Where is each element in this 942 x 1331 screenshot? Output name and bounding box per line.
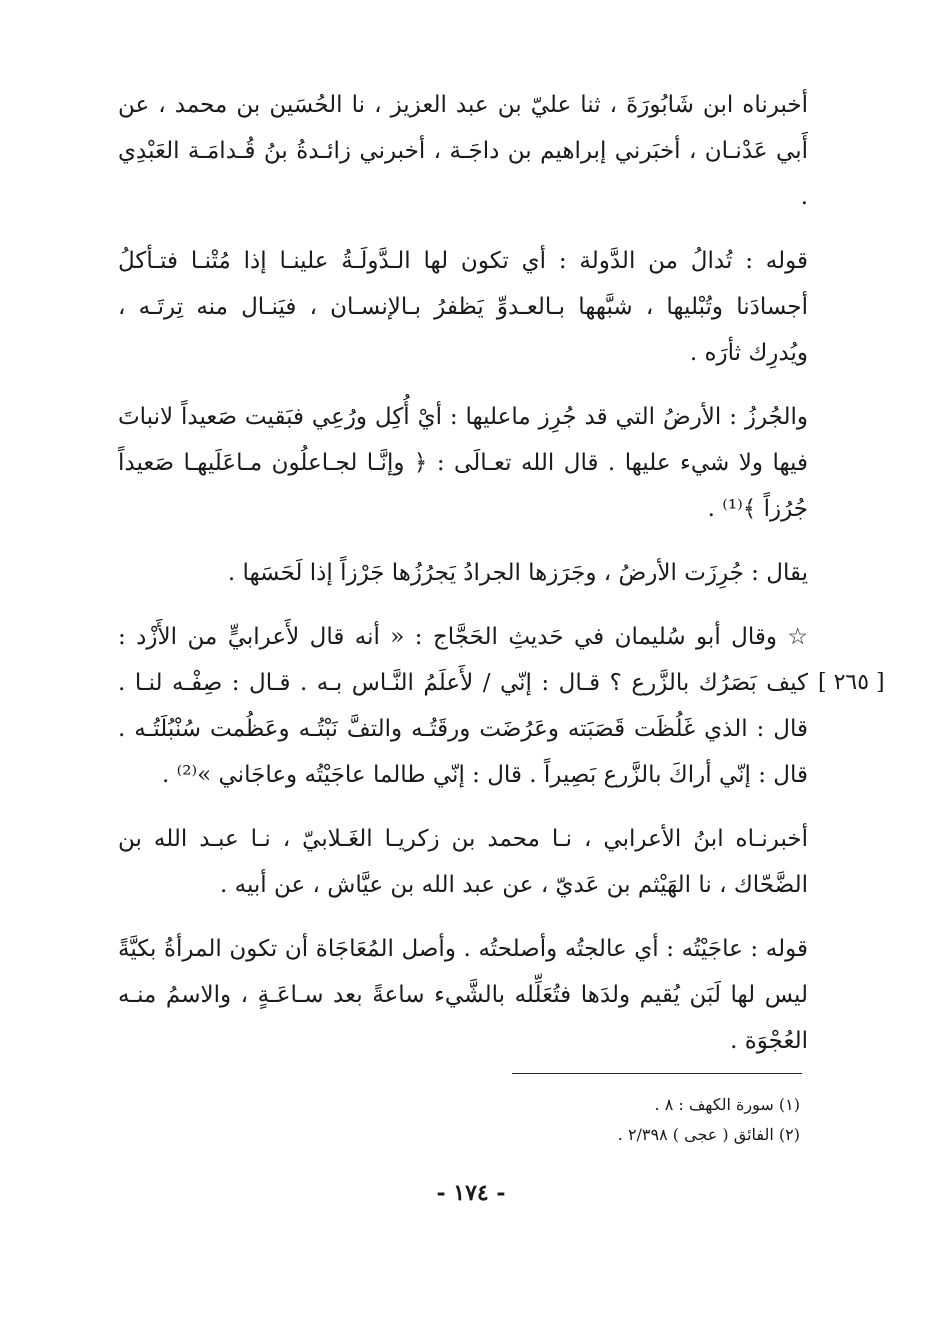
- paragraph-explanation-1: قوله : تُدالُ من الدَّولة : أي تكون لها الـدَّولَـةُ علينـا إذا مُتْنـا فتـأكلُ أجسادَنا وتُبْليها ، شبَّهها بـالعـدوِّ يَظفرُ بـالإنسـان ، فيَنـال منه تِرتَـه ، ويُدرِك ثأرَه .: [118, 248, 808, 366]
- footnote-2: (٢) الفائق ( عجى ) ٢/٣٩٨ .: [617, 1125, 800, 1144]
- footnote-divider: [512, 1073, 802, 1074]
- paragraph-isnad-1: أخبرناه ابن شَابُورَةَ ، ثنا عليّ بن عبد العزيز ، نا الحُسَين بن محمد ، عن أَبي عَدْنـان ، أخبَرني إبراهيم بن داجَـة ، أخبرني زائـدةُ بنُ قُـدامَـة العَبْدِي .: [118, 92, 808, 210]
- footnote-1: (١) سورة الكهف : ٨ .: [654, 1095, 800, 1114]
- page-number: - ١٧٤ -: [436, 1180, 506, 1206]
- main-text: [118, 82, 808, 1082]
- paragraph-isnad-2: أخبرنـاه ابنُ الأعرابي ، نـا محمد بن زكريـا الغَـلابيّ ، نـا عبـد الله بن الضَّحّاك ، نا الهَيْثم بن عَديّ ، عن عبد الله بن عيَّاش ، عن أبيه .: [118, 826, 808, 898]
- paragraph-jurz: والجُرزُ : الأرضُ التي قد جُرِز ماعليها : أيْ أُكِل ورُعِي فبَقيت صَعيداً لانباتَ فيها ولا شيء عليها . قال الله تعـالَى : ﴿ وإنَّـا لجـاعلُون مـاعَلَيهـا صَعيداً جُرُزاً ﴾⁽¹⁾ .: [118, 404, 808, 522]
- paragraph-hadith-hajjaj: ☆ وقال أبو سُليمان في حَديثِ الحَجَّاج : « أنه قال لأَعرابيٍّ من الأَزْد : كيف بَصَرُك بالزَّرع ؟ قـال : إنّي / لأَعلَمُ النَّـاس بـه . قـال : صِفْـه لنـا . قال : الذي غَلُظَت قَصَبَته وعَرُضَت ورقَتُـه والتفَّ نَبْتُـه وعَظُمت سُنْبُلَتُـه . قال : إنّي أراكَ بالزَّرع بَصِيراً . قال : إنّي طالما عاجَيْتُه وعاجَاني »⁽²⁾ .: [118, 624, 808, 788]
- paragraph-jurizat: يقال : جُرِزَت الأرضُ ، وجَرَزها الجرادُ يَجرُزُها جَرْزاً إذا لَحَسَها .: [227, 560, 808, 586]
- footnotes: [400, 1090, 800, 1150]
- margin-page-reference: [ ٢٦٥ ]: [818, 670, 885, 695]
- paragraph-explanation-2: قوله : عاجَيْتُه : أي عالجتُه وأصلحتُه . وأصل المُعَاجَاة أن تكون المرأةُ بكيَّةً ليس لها لَبَن يُقيم ولدَها فتُعَلِّله بالشَّيء ساعةً بعد سـاعَـةٍ ، والاسمُ منـه العُجْوَة .: [118, 936, 808, 1054]
